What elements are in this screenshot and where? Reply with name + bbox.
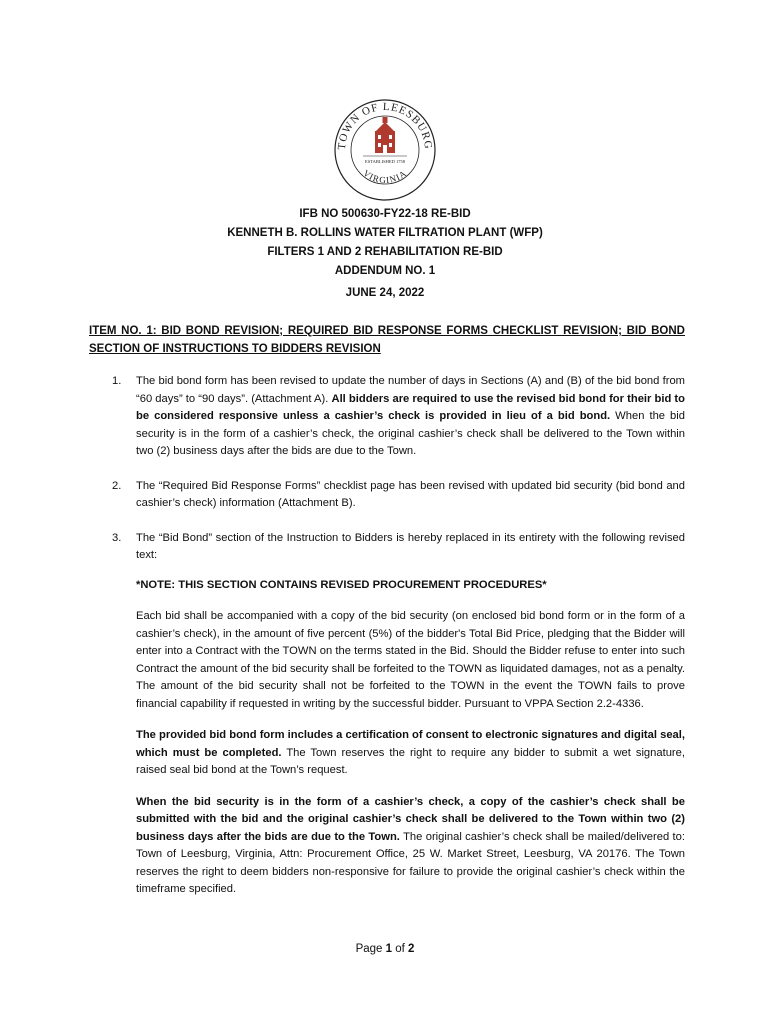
- list-text: The “Required Bid Response Forms” checklist page has been revised with updated bid security (bid bond and cashier’s check) information (Attachment B).: [136, 479, 685, 509]
- town-seal-logo: [333, 98, 437, 202]
- of-label: of: [392, 943, 409, 955]
- cashiers-check-paragraph: [136, 794, 685, 899]
- document-date: JUNE 24, 2022: [345, 287, 425, 299]
- page-footer: [0, 943, 770, 955]
- list-item: [89, 373, 685, 461]
- paragraph-text: The original cashier’s check shall be mailed/delivered to: Town of Leesburg, Virginia, Attn: Procurement Office, 25 W. Market Street, Leesburg, VA 20176. The Town reserves the right to deem bidders non-responsive for failure to provide the original cashier’s check within the timeframe specified.: [136, 830, 685, 895]
- procedure-note: *NOTE: THIS SECTION CONTAINS REVISED PROCUREMENT PROCEDURES*: [136, 578, 547, 591]
- list-text-part: The bid bond form has been revised to update the number of days in Sections (A) and (B) of the bid bond from “60 days” to “90 days”. (Attachment A).: [136, 375, 685, 405]
- svg-text:TOWN OF LEESBURG: TOWN OF LEESBURG: [335, 100, 435, 151]
- list-number: 1.: [112, 375, 122, 387]
- paragraph-bold: When the bid security is in the form of a cashier’s check, a copy of the cashier’s check shall be submitted with the bid and the original cashier’s check shall be delivered to the Town within two (2) business days after the bids are due to the Town.: [136, 795, 685, 843]
- ifb-number: IFB NO 500630-FY22-18 RE-BID: [299, 208, 471, 220]
- item-heading: ITEM NO. 1: BID BOND REVISION; REQUIRED BID RESPONSE FORMS CHECKLIST REVISION; BID BOND SECTION OF INSTRUCTIONS TO BIDDERS REVISION: [89, 325, 685, 355]
- svg-text:ESTABLISHED 1758: ESTABLISHED 1758: [364, 159, 406, 164]
- document-header: [0, 205, 770, 281]
- list-item: [89, 530, 685, 565]
- electronic-signature-paragraph: [136, 727, 685, 780]
- list-text: The “Bid Bond” section of the Instruction to Bidders is hereby replaced in its entirety with the following revised text:: [136, 531, 685, 561]
- list-number: 3.: [112, 531, 122, 544]
- svg-text:VIRGINIA: VIRGINIA: [361, 167, 409, 186]
- list-item: [89, 478, 685, 513]
- paragraph-bold: The provided bid bond form includes a certification of consent to electronic signatures and digital seal, which must be completed.: [136, 729, 685, 759]
- list-text: [136, 373, 685, 461]
- project-name: KENNETH B. ROLLINS WATER FILTRATION PLANT (WFP): [227, 227, 543, 239]
- addendum-number: ADDENDUM NO. 1: [334, 265, 436, 277]
- bid-security-paragraph: Each bid shall be accompanied with a copy of the bid security (on enclosed bid bond form or in the form of a cashier’s check), in the amount of five percent (5%) of the bidder's Total Bid Price, pledging that the Bidder will enter into a Contract with the TOWN on the terms stated in the Bid. Should the Bidder refuse to enter into such Contract the amount of the bid security shall be forfeited to the TOWN as liquidated damages, not as a penalty. The amount of the bid security shall not be forfeited to the TOWN in the event the TOWN fails to prove financial capability if requested in writing by the successful bidder. Pursuant to VPPA Section 2.2-4336.: [136, 610, 685, 710]
- list-text-bold: All bidders are required to use the revised bid bond for their bid to be considered responsive unless a cashier’s check is provided in lieu of a bid bond.: [136, 392, 685, 422]
- page-total: 2: [408, 943, 415, 955]
- page-label: Page: [355, 943, 386, 955]
- project-subtitle: FILTERS 1 AND 2 REHABILITATION RE-BID: [267, 246, 503, 258]
- item-list: [89, 373, 685, 899]
- page-number: 1: [385, 943, 393, 955]
- paragraph-text: The Town reserves the right to require any bidder to submit a wet signature, raised seal bid bond at the Town’s request.: [136, 746, 685, 776]
- list-number: 2.: [112, 479, 122, 492]
- list-text-part: When the bid security is in the form of a cashier’s check, the original cashier’s check shall be delivered to the Town within two (2) business days after the bids are due to the Town.: [136, 410, 685, 457]
